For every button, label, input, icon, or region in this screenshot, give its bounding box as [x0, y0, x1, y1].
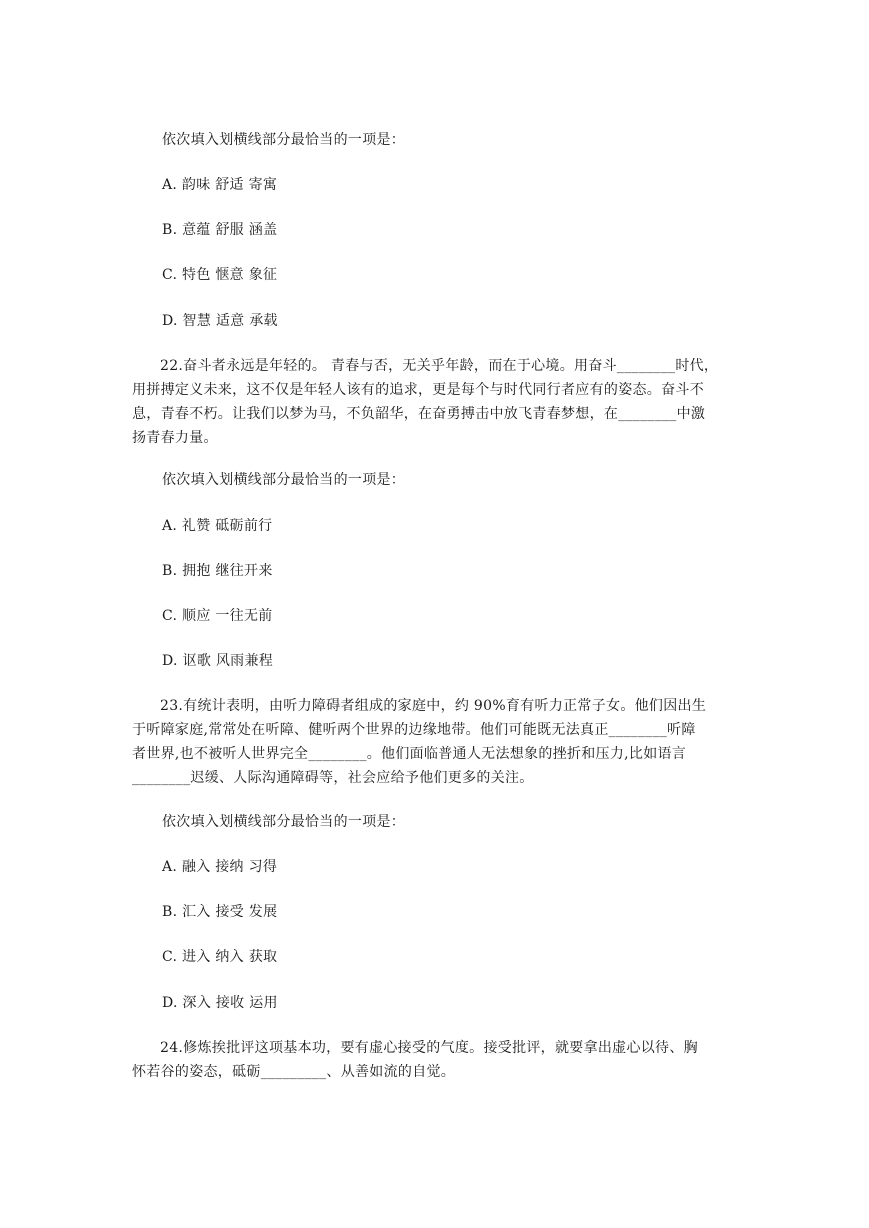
- question-23: [132, 694, 742, 790]
- option-a: A. 融入 接纳 习得: [162, 859, 278, 875]
- option-a: A. 韵味 舒适 寄寓: [162, 177, 278, 193]
- option-b: B. 汇入 接受 发展: [162, 904, 278, 920]
- option-c: C. 顺应 一往无前: [162, 608, 273, 624]
- question-line: 23.有统计表明，由听力障碍者组成的家庭中，约 90%育有听力正常子女。他们因出生: [160, 698, 707, 714]
- question-line: 于听障家庭,常常处在听障、健听两个世界的边缘地带。他们可能既无法真正________听障: [132, 722, 696, 738]
- option-b: B. 意蕴 舒服 涵盖: [162, 222, 278, 238]
- question-line: 24.修炼挨批评这项基本功，要有虚心接受的气度。接受批评，就要拿出虚心以待、胸: [160, 1040, 698, 1056]
- option-b: B. 拥抱 继往开来: [162, 563, 273, 579]
- option-d: D. 深入 接收 运用: [162, 995, 278, 1011]
- option-a: A. 礼赞 砥砺前行: [162, 518, 273, 534]
- option-d: D. 讴歌 风雨兼程: [162, 653, 274, 669]
- question-line: 22.奋斗者永远是年轻的。 青春与否，无关乎年龄，而在于心境。用奋斗________时代，: [160, 358, 719, 374]
- option-c: C. 特色 惬意 象征: [162, 267, 278, 283]
- question-line: ________迟缓、人际沟通障碍等，社会应给予他们更多的关注。: [132, 770, 534, 786]
- question-prompt: 依次填入划横线部分最恰当的一项是：: [162, 132, 406, 148]
- question-24: [132, 1036, 742, 1084]
- question-line: 用拼搏定义未来，这不仅是年轻人该有的追求，更是每个与时代同行者应有的姿态。奋斗不: [132, 382, 704, 398]
- question-prompt: 依次填入划横线部分最恰当的一项是：: [162, 472, 406, 488]
- question-22: [132, 354, 742, 450]
- question-line: 怀若谷的姿态，砥砺_________、从善如流的自觉。: [132, 1064, 456, 1080]
- question-line: 扬青春力量。: [132, 430, 218, 446]
- option-c: C. 进入 纳入 获取: [162, 949, 278, 965]
- option-d: D. 智慧 适意 承载: [162, 313, 278, 329]
- question-line: 息，青春不朽。让我们以梦为马，不负韶华，在奋勇搏击中放飞青春梦想，在________中激: [132, 406, 706, 422]
- question-prompt: 依次填入划横线部分最恰当的一项是：: [162, 814, 406, 830]
- question-line: 者世界,也不被听人世界完全________。他们面临普通人无法想象的挫折和压力,比如语言: [132, 746, 687, 762]
